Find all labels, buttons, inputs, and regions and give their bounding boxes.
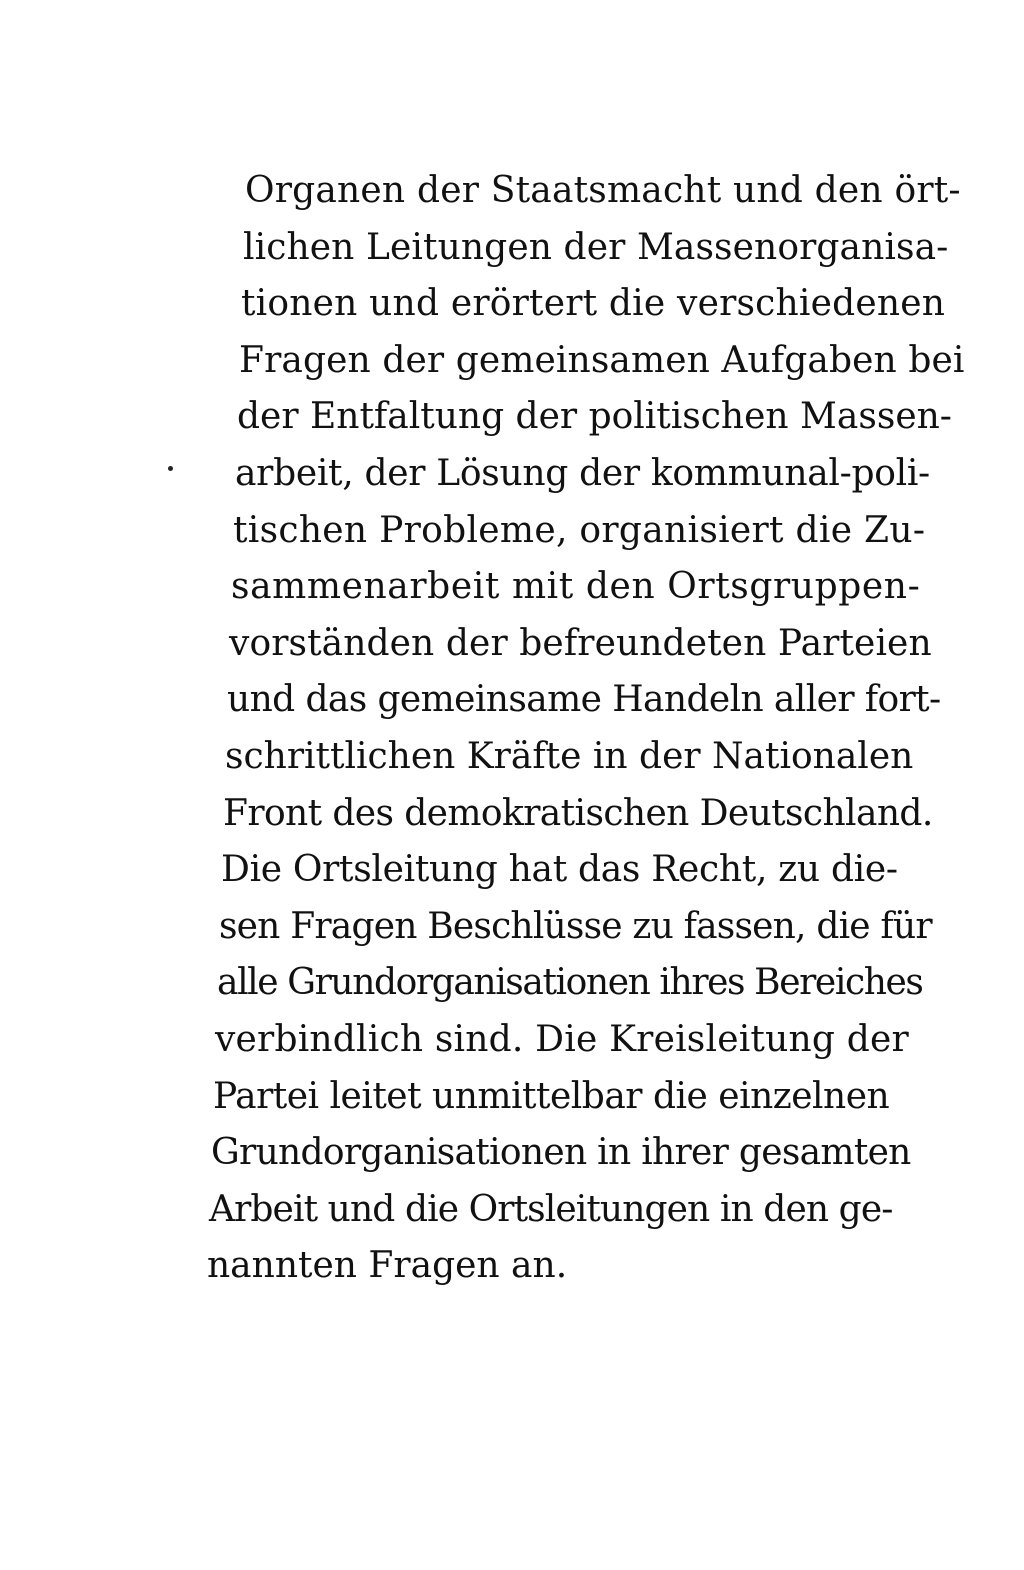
text-line: Organen der Staatsmacht und den ört- (245, 170, 961, 211)
text-line: Arbeit und die Ortsleitungen in den ge- (209, 1188, 893, 1230)
text-line: schrittlichen Kräfte in der Nationalen (225, 735, 914, 777)
text-line: lichen Leitungen der Massenorganisa- (243, 226, 949, 268)
text-line: Grundorganisationen in ihrer gesamten (211, 1132, 911, 1174)
text-line: Die Ortsleitung hat das Recht, zu die- (221, 849, 898, 891)
text-line: vorständen der befreundeten Parteien (229, 622, 932, 664)
text-line: Partei leitet unmittelbar die einzelnen (213, 1075, 890, 1117)
text-line: tionen und erörtert die verschiedenen (241, 283, 946, 325)
text-line: und das gemeinsame Handeln aller fort- (227, 679, 941, 721)
text-line: nannten Fragen an. (207, 1245, 568, 1287)
text-line: Fragen der gemeinsamen Aufgaben bei (239, 339, 965, 381)
stray-ink-dot (168, 466, 173, 471)
text-line: sammenarbeit mit den Ortsgruppen- (231, 566, 921, 608)
body-paragraph (205, 163, 965, 1295)
text-line: tischen Probleme, organisiert die Zu- (233, 509, 926, 551)
text-line: alle Grundorganisationen ihres Bereiches (217, 962, 923, 1004)
text-line: verbindlich sind. Die Kreisleitung der (215, 1018, 909, 1060)
text-line: sen Fragen Beschlüsse zu fassen, die für (219, 905, 932, 947)
text-line: der Entfaltung der politischen Massen- (237, 396, 952, 438)
text-line: Front des demokratischen Deutschland. (223, 792, 933, 834)
text-line: arbeit, der Lösung der kommunal-poli- (235, 452, 930, 494)
